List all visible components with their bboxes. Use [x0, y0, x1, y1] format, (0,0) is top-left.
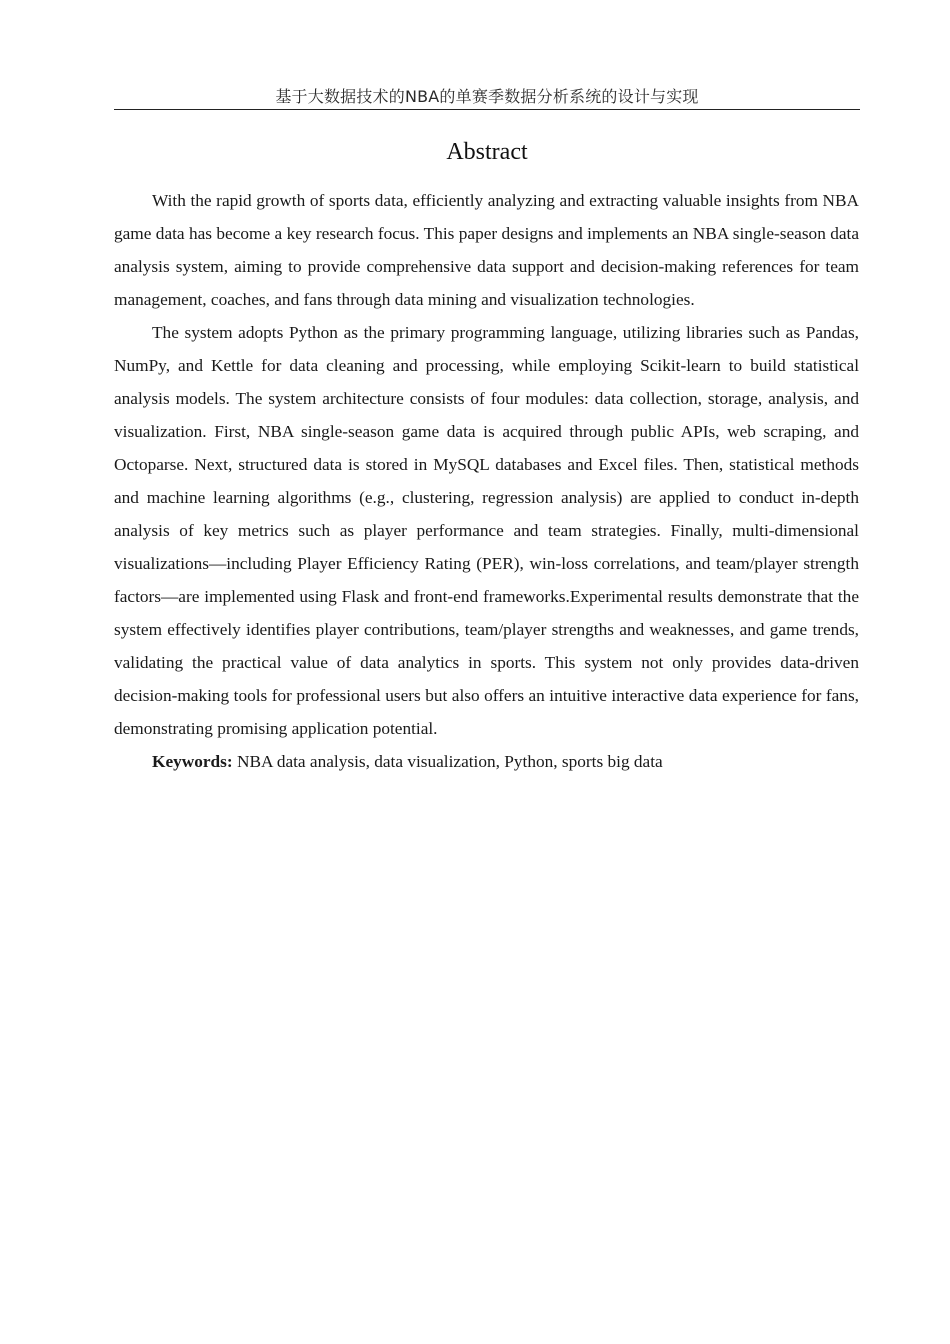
abstract-body — [114, 184, 859, 778]
abstract-paragraph-1: With the rapid growth of sports data, efficiently analyzing and extracting valuable insights from NBA game data has become a key research focus. This paper designs and implements an NBA single-season data analysis system, aiming to provide comprehensive data support and decision-making references for team management, coaches, and fans through data mining and visualization technologies. — [114, 191, 859, 309]
abstract-heading: Abstract — [446, 139, 528, 165]
abstract-paragraph-2: The system adopts Python as the primary programming language, utilizing libraries such as Pandas, NumPy, and Kettle for data cleaning and processing, while employing Scikit-learn to build statistical analysis models. The system architecture consists of four modules: data collection, storage, analysis, and visualization. First, NBA single-season game data is acquired through public APIs, web scraping, and Octoparse. Next, structured data is stored in MySQL databases and Excel files. Then, statistical methods and machine learning algorithms (e.g., clustering, regression analysis) are applied to conduct in-depth analysis of key metrics such as player performance and team strategies. Finally, multi-dimensional visualizations—including Player Efficiency Rating (PER), win-loss correlations, and team/player strength factors—are implemented using Flask and front-end frameworks.Experimental results demonstrate that the system effectively identifies player contributions, team/player strengths and weaknesses, and game trends, validating the practical value of data analytics in sports. This system not only provides data-driven decision-making tools for professional users but also offers an intuitive interactive data experience for fans, demonstrating promising application potential. — [114, 323, 859, 738]
running-header-title: 基于大数据技术的NBA的单赛季数据分析系统的设计与实现 — [114, 87, 860, 110]
keywords-label: Keywords: — [152, 752, 233, 771]
keywords-line — [114, 745, 859, 778]
keywords-text: NBA data analysis, data visualization, Python, sports big data — [232, 752, 663, 771]
